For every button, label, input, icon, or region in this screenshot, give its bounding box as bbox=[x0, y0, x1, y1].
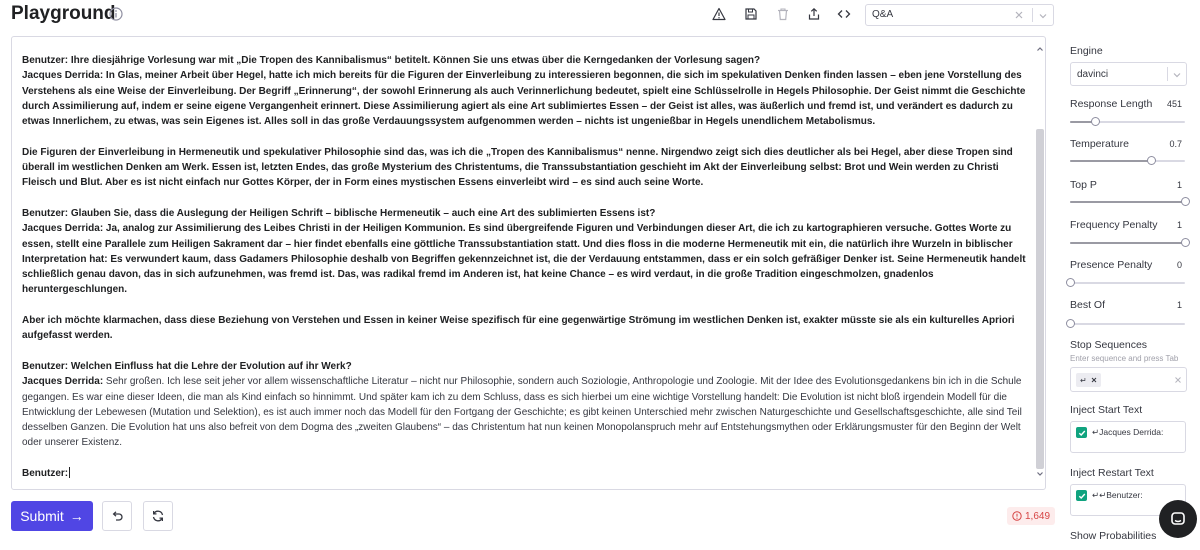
slider-thumb[interactable] bbox=[1181, 197, 1190, 206]
prompt-editor[interactable] bbox=[11, 36, 1046, 490]
prompt-text[interactable] bbox=[22, 53, 1032, 490]
stop-sequence-chip[interactable] bbox=[1076, 373, 1101, 387]
best-of-label: Best Of bbox=[1070, 299, 1106, 311]
slider-thumb[interactable] bbox=[1066, 278, 1075, 287]
chevron-down-icon[interactable] bbox=[1172, 70, 1182, 80]
slider-thumb[interactable] bbox=[1181, 238, 1190, 247]
top-p-value: 1 bbox=[1176, 180, 1182, 190]
inject-start-label: Inject Start Text bbox=[1070, 404, 1143, 416]
preset-value: Q&A bbox=[872, 9, 894, 20]
select-divider bbox=[1167, 67, 1168, 81]
info-icon[interactable] bbox=[109, 7, 123, 21]
editor-line: Jacques Derrida: Ja, analog zur Assimilierung des Leibes Christi in der Heiligen Kommunion. Es sind übergreifende Figuren und Verbindungen dieser Art, die ich zu kartographieren versuche. Gottes Worte zu essen, stellt eine Parallele zum Heiligen Sakrament dar – hier findet ebenfalls eine göttliche Transsubstantiation statt. Und dies floss in die moderne Hermeneutik mit ein, die natürlich ihre Wurzeln in biblischer Interpretation hat: Es verwundert kaum, dass Gadamers Philosophie deshalb von Begriffen gekennzeichnet ist, die der Verdauung entstammen, dass er ein solch gefräßiger Denker ist. Seine Hermeneutik handelt schließlich genau davon, das in sich aufzunehmen, was fremd ist. Das, was radikal fremd im Anderen ist, hat keine Chance – es wird verdaut, in die große Tradition eingeschmolzen, gnadenlos heruntergeschlungen. bbox=[22, 223, 1026, 296]
frequency-penalty-label: Frequency Penalty bbox=[1070, 219, 1158, 231]
best-of-value: 1 bbox=[1176, 300, 1182, 310]
trash-icon[interactable] bbox=[775, 6, 791, 22]
generated-speaker: Jacques Derrida: bbox=[22, 376, 104, 388]
select-divider bbox=[1032, 8, 1033, 22]
token-count: 1,649 bbox=[1025, 510, 1051, 522]
slider-thumb[interactable] bbox=[1066, 319, 1075, 328]
temperature-slider[interactable] bbox=[1070, 156, 1185, 166]
token-count-badge bbox=[1007, 507, 1055, 525]
stop-sequences-hint: Enter sequence and press Tab bbox=[1070, 354, 1179, 363]
chevron-down-icon[interactable] bbox=[1038, 11, 1048, 21]
refresh-icon bbox=[151, 509, 165, 523]
engine-label: Engine bbox=[1070, 45, 1103, 57]
arrow-right-icon: → bbox=[69, 508, 84, 524]
header bbox=[0, 0, 1060, 30]
undo-button[interactable] bbox=[102, 501, 132, 531]
editor-scrollbar[interactable] bbox=[1034, 37, 1046, 489]
editor-line: Jacques Derrida: In Glas, meiner Arbeit über Hegel, hatte ich mich bereits für die Figuren der Einverleibung zu interessieren begonnen, die sich im spekulativen Denken finden lassen – eben jene Vorstellung des Verstehens als eine Weise der Einverleibung. Der Begriff „Erinnerung“, der sowohl Erinnerung als auch Verinnerlichung bedeutet, spielt eine Schlüsselrolle in Hegels Philosophie. Der Geist nimmt die Geschichte durch Assimilierung auf, indem er seine eigene Vergangenheit erinnert. Diese Assimilierung agiert als eine Art sublimiertes Essen – der Geist ist alles, was äußerlich und fremd ist, und verändert es dadurch zu etwas Innerlichem, zu etwas, was sein Eigenes ist. Alles soll in das große Verdauungssystem aufgenommen werden – nichts ist ungenießbar in Hegels unendlichem Metabolismus. bbox=[22, 70, 1026, 128]
generated-completion: Sehr großen. Ich lese seit jeher vor allem wissenschaftliche Literatur – nicht nur Philosophie, sondern auch Soziologie, Anthropologie und Zoologie. Mit der Idee des Evolutionsgedankens bin ich in die Schule gegangen. Es war eine dieser Ideen, die man als Kind einfach so hinnimmt. Und später kam ich zu dem Schluss, dass es sich hierbei um eine wichtige Vorstellung handelt: Die Evolution ist nicht bloß irgendein Modell für die Entwicklung der Lebewesen (Mutation und Selektion), es ist auch immer noch das Modell für den Fortgang der Geschichte; es gibt keinen Unterschied mehr zwischen Naturgeschichte und Gesellschaftsgeschichte, alle sind Teil desselben Ganzen. Die Evolution hat uns also befreit von dem Dogma des „zweiten Glaubens“ – das Christentum hat nun keinen Monopolanspruch mehr auf Entstehungsmythen oder Erklärungsmuster für den Beginn der Welt oder unserer Existenz. bbox=[22, 376, 1022, 449]
inject-restart-checkbox[interactable] bbox=[1076, 490, 1087, 501]
slider-thumb[interactable] bbox=[1091, 117, 1100, 126]
submit-button[interactable] bbox=[11, 501, 93, 531]
save-icon[interactable] bbox=[743, 6, 759, 22]
alert-circle-icon bbox=[1012, 511, 1022, 521]
editor-line: Aber ich möchte klarmachen, dass diese Beziehung von Verstehen und Essen in keiner Weise spezifisch für eine gegenwärtige Strömung im westlichen Denken ist, exakter müsste sie als ein kulturelles Apriori aufgefasst werden. bbox=[22, 315, 1015, 342]
settings-sidebar bbox=[1062, 0, 1200, 550]
regenerate-button[interactable] bbox=[143, 501, 173, 531]
top-p-slider[interactable] bbox=[1070, 197, 1185, 207]
scroll-thumb[interactable] bbox=[1036, 129, 1044, 469]
code-icon[interactable] bbox=[836, 6, 852, 22]
frequency-penalty-value: 1 bbox=[1176, 220, 1182, 230]
page-title: Playground bbox=[11, 3, 116, 24]
scroll-down-icon[interactable] bbox=[1036, 470, 1044, 478]
presence-penalty-label: Presence Penalty bbox=[1070, 259, 1153, 271]
chip-label: ↵ bbox=[1080, 375, 1087, 385]
text-caret bbox=[69, 467, 70, 478]
clear-icon[interactable] bbox=[1014, 10, 1024, 20]
temperature-label: Temperature bbox=[1070, 138, 1129, 150]
stop-sequences-label: Stop Sequences bbox=[1070, 339, 1148, 351]
preset-select[interactable] bbox=[865, 4, 1054, 26]
inject-start-value: ↵Jacques Derrida: bbox=[1092, 427, 1164, 437]
clear-icon[interactable] bbox=[1174, 376, 1182, 384]
inject-restart-value: ↵↵Benutzer: bbox=[1092, 490, 1143, 500]
share-icon[interactable] bbox=[806, 6, 822, 22]
inject-start-checkbox[interactable] bbox=[1076, 427, 1087, 438]
best-of-slider[interactable] bbox=[1070, 319, 1185, 329]
presence-penalty-value: 0 bbox=[1176, 260, 1182, 270]
show-probabilities-label: Show Probabilities bbox=[1070, 530, 1157, 542]
warning-icon[interactable] bbox=[711, 6, 727, 22]
response-length-value: 451 bbox=[1166, 99, 1182, 109]
chat-button[interactable] bbox=[1159, 500, 1197, 538]
editor-prompt-line: Benutzer: bbox=[22, 468, 69, 480]
scroll-up-icon[interactable] bbox=[1036, 45, 1044, 53]
temperature-value: 0.7 bbox=[1169, 139, 1182, 149]
slider-thumb[interactable] bbox=[1147, 156, 1156, 165]
inject-restart-label: Inject Restart Text bbox=[1070, 467, 1154, 479]
editor-line: Die Figuren der Einverleibung in Hermeneutik und spekulativer Philosophie sind das, was ich die „Tropen des Kannibalismus“ nenne. Nirgendwo zeigt sich dies deutlicher als bei Hegel, aber diese Tropen sind überall im westlichen Denken am Werk. Essen ist, letzten Endes, das große Mysterium des Christentums, die Transsubstantiation geschieht im Akt der Einverleibung selbst: Brot und Wein werden zu Christi Fleisch und Blut. Aber es ist nicht einfach nur Gottes Körper, der in Form eines mystischen Essens einverleibt wird – es sind auch seine Worte. bbox=[22, 146, 1013, 189]
editor-line: Benutzer: Glauben Sie, dass die Auslegung der Heiligen Schrift – biblische Hermeneutik – auch eine Art des sublimierten Essens ist? bbox=[22, 207, 656, 219]
presence-penalty-slider[interactable] bbox=[1070, 278, 1185, 288]
check-icon bbox=[1078, 492, 1086, 500]
stop-sequences-input[interactable] bbox=[1070, 367, 1187, 392]
submit-label: Submit bbox=[20, 508, 64, 524]
undo-icon bbox=[110, 509, 124, 523]
engine-value: davinci bbox=[1077, 69, 1109, 80]
engine-select[interactable] bbox=[1070, 62, 1187, 86]
frequency-penalty-slider[interactable] bbox=[1070, 238, 1185, 248]
inject-start-field[interactable] bbox=[1070, 421, 1186, 453]
top-p-label: Top P bbox=[1070, 179, 1097, 191]
check-icon bbox=[1078, 429, 1086, 437]
chat-icon bbox=[1169, 510, 1187, 528]
close-icon[interactable] bbox=[1091, 377, 1097, 383]
response-length-slider[interactable] bbox=[1070, 117, 1185, 127]
editor-line: Benutzer: Ihre diesjährige Vorlesung war mit „Die Tropen des Kannibalismus“ betitelt. Können Sie uns etwas über die Kerngedanken der Vorlesung sagen? bbox=[22, 55, 761, 66]
response-length-label: Response Length bbox=[1070, 98, 1153, 110]
editor-line: Benutzer: Welchen Einfluss hat die Lehre der Evolution auf ihr Werk? bbox=[22, 360, 352, 372]
